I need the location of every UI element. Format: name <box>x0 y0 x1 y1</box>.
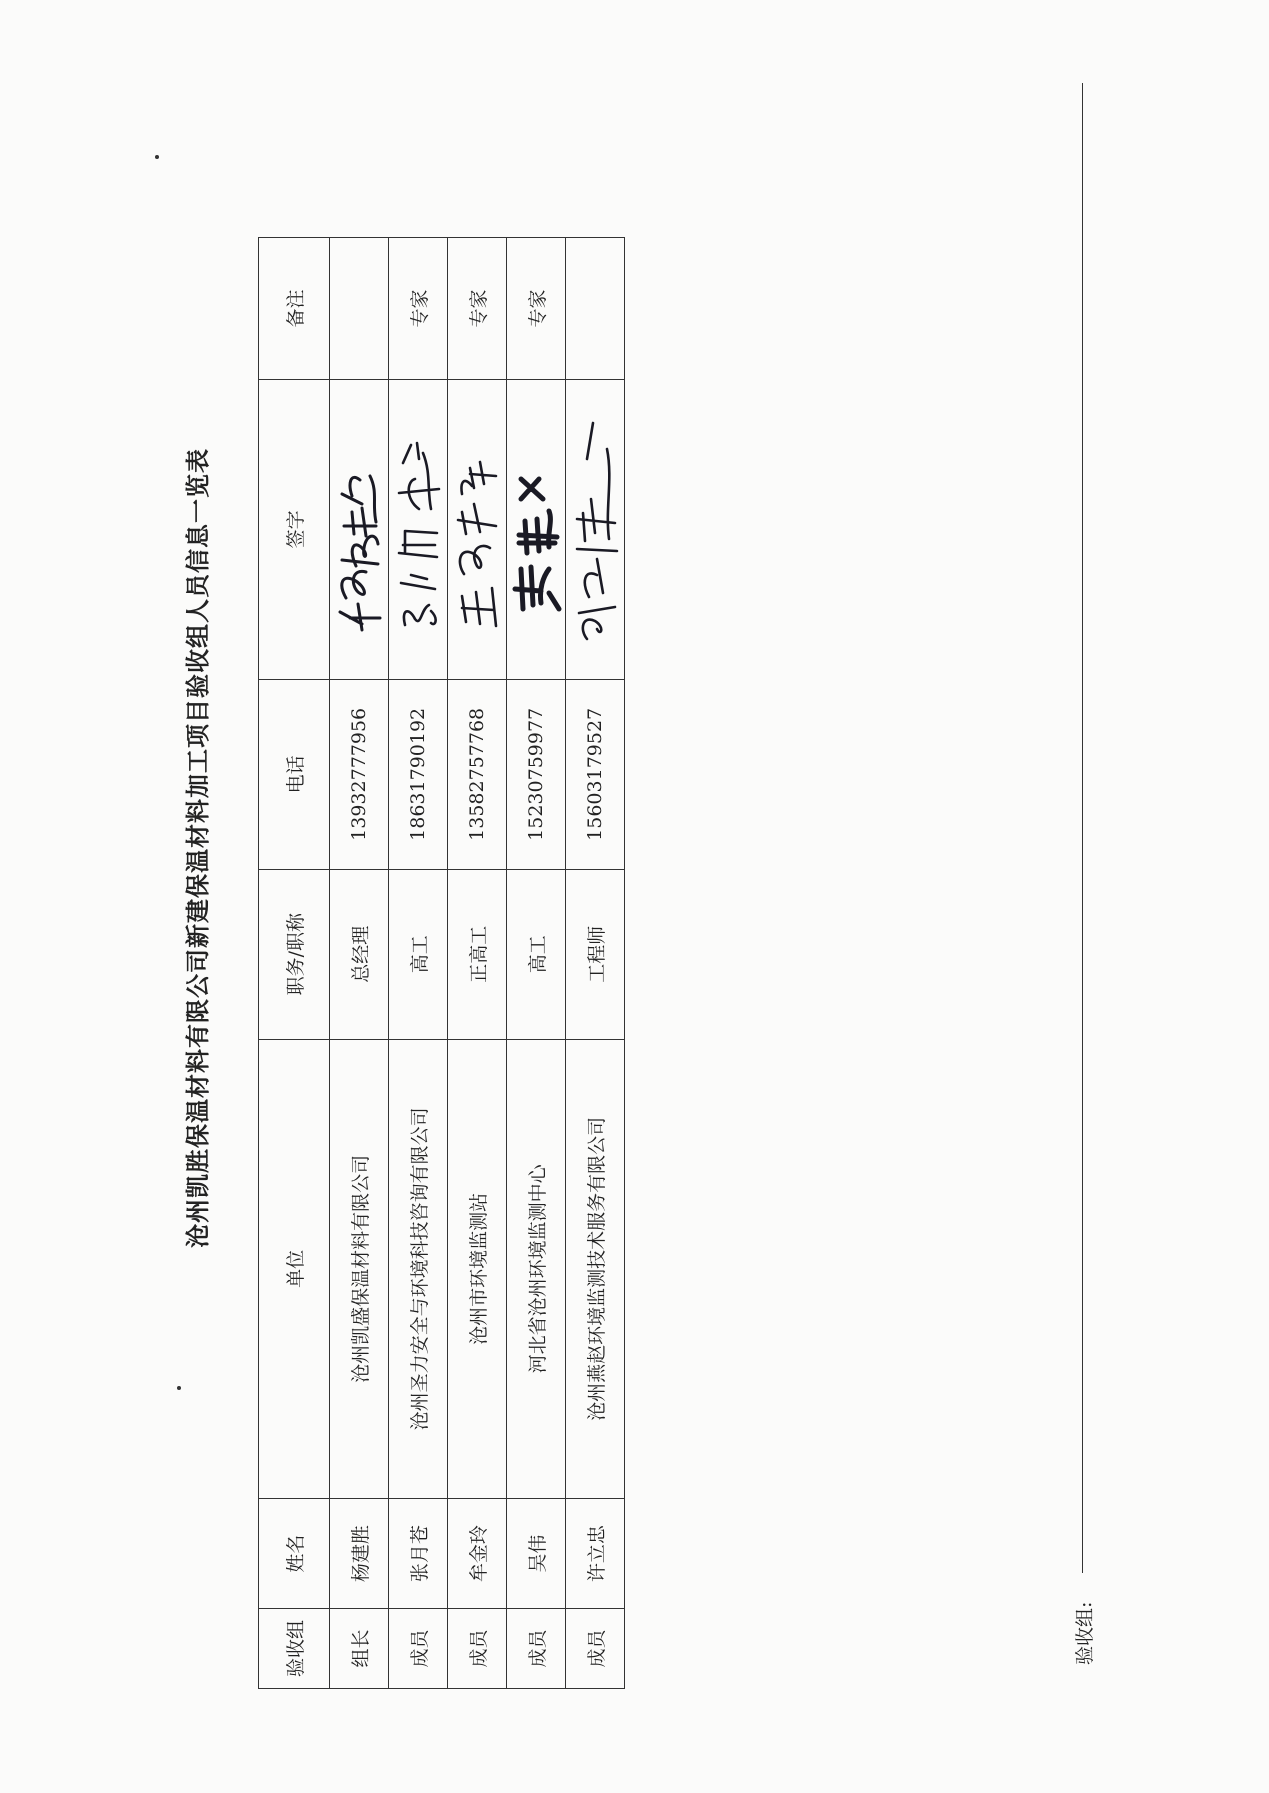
name-cell: 张月苍 <box>389 1499 448 1609</box>
name-cell: 牟金玲 <box>448 1499 507 1609</box>
unit-cell: 沧州市环境监测站 <box>448 1039 507 1499</box>
role-cell: 成员 <box>389 1609 448 1689</box>
role-cell: 成员 <box>566 1609 625 1689</box>
table-row <box>507 238 566 1689</box>
document-title: 沧州凯胜保温材料有限公司新建保温材料加工项目验收组人员信息一览表 <box>183 448 212 1248</box>
header-cell: 电话 <box>259 679 330 869</box>
phone-cell: 15603179527 <box>566 679 625 869</box>
table-row <box>330 238 389 1689</box>
signature-cell <box>566 379 625 679</box>
phone-cell: 15230759977 <box>507 679 566 869</box>
signature-cell <box>507 379 566 679</box>
role-cell: 成员 <box>448 1609 507 1689</box>
table-header-row <box>259 238 330 1689</box>
role-cell: 成员 <box>507 1609 566 1689</box>
title-cell: 工程师 <box>566 869 625 1039</box>
header-cell: 姓名 <box>259 1499 330 1609</box>
note-cell: 专家 <box>507 238 566 380</box>
note-cell <box>330 238 389 380</box>
table-row <box>448 238 507 1689</box>
acceptance-team-table <box>258 237 625 1689</box>
note-cell: 专家 <box>389 238 448 380</box>
signature-cell <box>389 379 448 679</box>
title-cell: 高工 <box>507 869 566 1039</box>
footer-signature-line <box>1082 83 1083 1573</box>
header-cell: 单位 <box>259 1039 330 1499</box>
handwritten-signature <box>391 409 445 649</box>
unit-cell: 沧州圣力安全与环境科技咨询有限公司 <box>389 1039 448 1499</box>
signature-cell <box>448 379 507 679</box>
header-cell: 验收组 <box>259 1609 330 1689</box>
header-cell: 职务/职称 <box>259 869 330 1039</box>
scan-speck <box>177 1386 181 1390</box>
signature-cell <box>330 379 389 679</box>
unit-cell: 沧州凯盛保温材料有限公司 <box>330 1039 389 1499</box>
unit-cell: 河北省沧州环境监测中心 <box>507 1039 566 1499</box>
handwritten-signature <box>450 414 504 644</box>
title-cell: 总经理 <box>330 869 389 1039</box>
table-row <box>566 238 625 1689</box>
scan-speck <box>155 155 159 159</box>
note-cell: 专家 <box>448 238 507 380</box>
handwritten-signature <box>332 414 386 644</box>
name-cell: 杨建胜 <box>330 1499 389 1609</box>
name-cell: 吴伟 <box>507 1499 566 1609</box>
handwritten-signature <box>509 419 563 639</box>
handwritten-signature <box>567 399 623 659</box>
header-cell: 签字 <box>259 379 330 679</box>
phone-cell: 18631790192 <box>389 679 448 869</box>
phone-cell: 13582757768 <box>448 679 507 869</box>
title-cell: 正高工 <box>448 869 507 1039</box>
header-cell: 备注 <box>259 238 330 380</box>
role-cell: 组长 <box>330 1609 389 1689</box>
note-cell <box>566 238 625 380</box>
unit-cell: 沧州燕赵环境监测技术服务有限公司 <box>566 1039 625 1499</box>
table-row <box>389 238 448 1689</box>
phone-cell: 13932777956 <box>330 679 389 869</box>
name-cell: 许立忠 <box>566 1499 625 1609</box>
footer-label: 验收组: <box>1074 1601 1096 1665</box>
title-cell: 高工 <box>389 869 448 1039</box>
